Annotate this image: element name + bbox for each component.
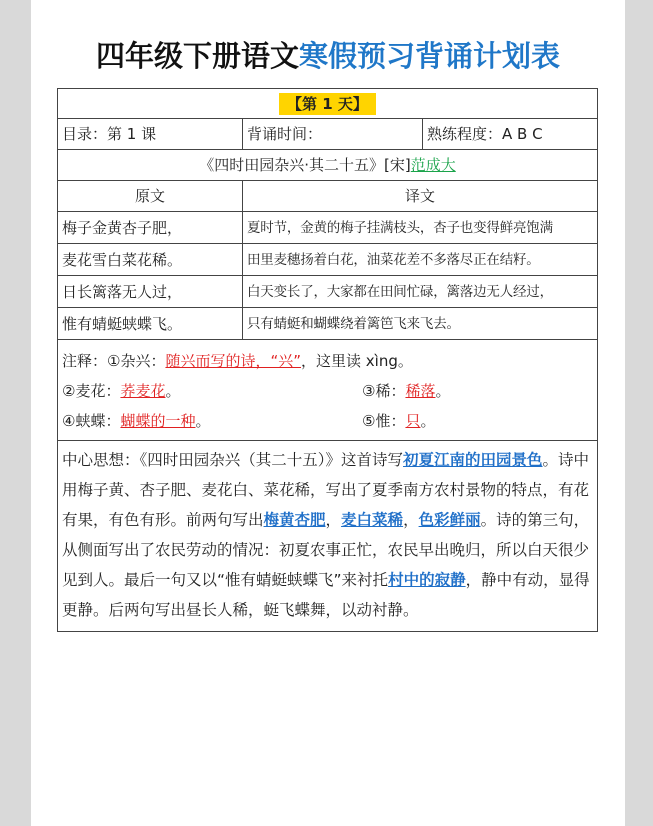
note-suffix: 。 <box>195 412 211 430</box>
table-row <box>58 212 598 244</box>
summary-text: ， <box>325 511 342 529</box>
summary-keyword: 初夏江南的田园景色 <box>403 451 543 469</box>
header-original: 原文 <box>58 181 243 212</box>
summary-text: ，静中有动，显得更静。后两句写出昼长人稀，蜓飞蝶舞，以动衬静。 <box>62 571 590 619</box>
note-suffix: 。 <box>435 382 451 400</box>
title-part2: 寒假预习背诵计划表 <box>299 39 561 73</box>
note-suffix: 。 <box>165 382 181 400</box>
table-row <box>58 276 598 308</box>
summary-cell <box>58 441 598 632</box>
original-line: 梅子金黄杏子肥， <box>58 212 243 244</box>
translation-line: 田里麦穗扬着白花，油菜花差不多落尽正在结籽。 <box>243 244 598 276</box>
original-line: 日长篱落无人过， <box>58 276 243 308</box>
poem-title-cell <box>58 150 598 181</box>
original-line: 麦花雪白菜花稀。 <box>58 244 243 276</box>
note-suffix: 。 <box>420 412 436 430</box>
day-cell <box>58 89 598 119</box>
table-row <box>58 308 598 340</box>
note-prefix: 注释：①杂兴： <box>62 352 166 370</box>
translation-line: 白天变长了，大家都在田间忙碌，篱落边无人经过， <box>243 276 598 308</box>
summary-keyword: 村中的寂静 <box>388 571 466 589</box>
note-highlight: 随兴而写的诗，“兴” <box>165 352 301 370</box>
note-highlight: 稀落 <box>405 382 436 400</box>
title-part1: 四年级下册语文 <box>95 39 299 73</box>
proficiency-cell: 熟练程度：A B C <box>423 119 598 150</box>
poem-author: 范成大 <box>410 156 456 174</box>
recite-time-cell: 背诵时间： <box>243 119 423 150</box>
summary-keyword: 梅黄杏肥 <box>263 511 326 529</box>
note-prefix: ④蛱蝶： <box>62 412 121 430</box>
note-line-2 <box>62 376 593 406</box>
plan-table <box>57 88 598 632</box>
original-line: 惟有蜻蜓蛱蝶飞。 <box>58 308 243 340</box>
note-col2 <box>362 406 435 436</box>
note-highlight: 荞麦花 <box>120 382 166 400</box>
note-prefix: ②麦花： <box>62 382 121 400</box>
header-translation: 译文 <box>243 181 598 212</box>
note-col2 <box>362 376 450 406</box>
notes-cell <box>58 340 598 441</box>
translation-line: 夏时节，金黄的梅子挂满枝头，杏子也变得鲜亮饱满 <box>243 212 598 244</box>
catalog-cell: 目录：第 1 课 <box>58 119 243 150</box>
note-line-1 <box>62 346 593 376</box>
page-title <box>31 36 625 76</box>
note-prefix: ③稀： <box>362 382 406 400</box>
note-prefix: ⑤惟： <box>362 412 406 430</box>
document-page <box>31 0 625 826</box>
summary-text: 。诗中用梅子黄、杏子肥、麦花白、菜花稀，写出了夏季南方农村景物的特点，有花有果，有色有形。前两句写出 <box>62 451 590 529</box>
day-label: 【第 1 天】 <box>279 93 376 115</box>
summary-text: ， <box>403 511 419 529</box>
note-line-3 <box>62 406 593 436</box>
summary-keyword: 麦白菜稀 <box>341 511 404 529</box>
summary-keyword: 色彩鲜丽 <box>418 511 481 529</box>
summary-text: 。诗的第三句，从侧面写出了农民劳动的情况：初夏农事正忙，农民早出晚归，所以白天很少见到人。最后一句又以“惟有蜻蜓蛱蝶飞”来衬托 <box>62 511 590 589</box>
translation-line: 只有蜻蜓和蝴蝶绕着篱笆飞来飞去。 <box>243 308 598 340</box>
note-highlight: 蝴蝶的一种 <box>120 412 196 430</box>
poem-title: 《四时田园杂兴·其二十五》[宋] <box>199 156 411 174</box>
note-highlight: 只 <box>405 412 421 430</box>
summary-text: 中心思想：《四时田园杂兴（其二十五）》这首诗写 <box>62 451 404 469</box>
table-row <box>58 244 598 276</box>
note-suffix: ，这里读 xìng。 <box>301 352 413 370</box>
